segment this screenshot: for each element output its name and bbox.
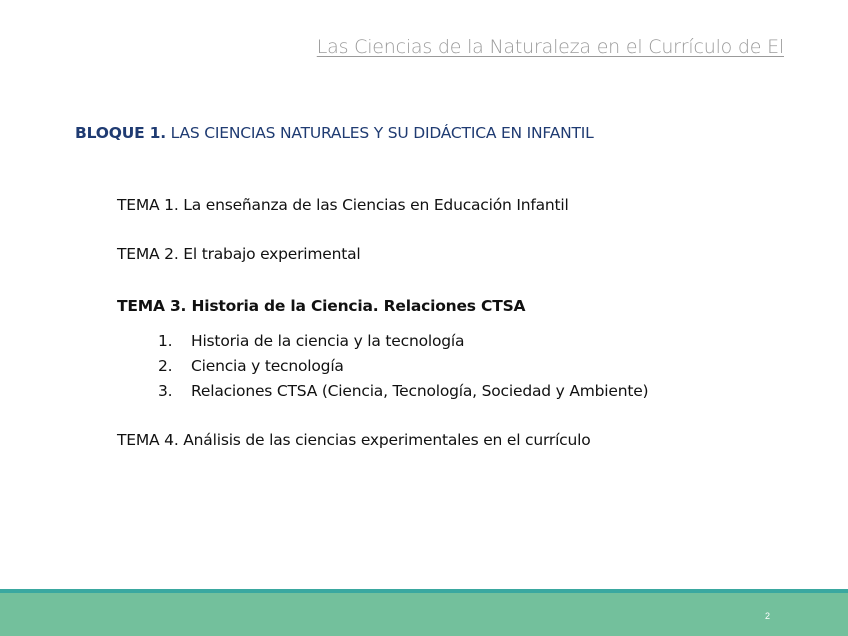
tema-4: TEMA 4. Análisis de las ciencias experimentales en el currículo — [117, 431, 591, 449]
list-item-text: Ciencia y tecnología — [191, 357, 344, 375]
footer-bar — [0, 593, 848, 636]
tema-2: TEMA 2. El trabajo experimental — [117, 245, 361, 263]
page-number: 2 — [764, 611, 770, 621]
tema-3: TEMA 3. Historia de la Ciencia. Relaciones CTSA — [117, 297, 526, 315]
tema-1: TEMA 1. La enseñanza de las Ciencias en Educación Infantil — [117, 196, 569, 214]
list-item-text: Relaciones CTSA (Ciencia, Tecnología, Sociedad y Ambiente) — [191, 382, 649, 400]
list-item — [158, 379, 648, 404]
list-item-number: 1. — [158, 332, 173, 350]
tema-3-subitems — [158, 329, 648, 404]
list-item — [158, 354, 648, 379]
header-title: Las Ciencias de la Naturaleza en el Currículo de El — [316, 36, 784, 58]
bloque-title: LAS CIENCIAS NATURALES Y SU DIDÁCTICA EN INFANTIL — [170, 124, 594, 142]
list-item — [158, 329, 648, 354]
list-item-text: Historia de la ciencia y la tecnología — [191, 332, 465, 350]
list-item-number: 2. — [158, 357, 173, 375]
bloque-heading — [75, 124, 594, 142]
bloque-prefix: BLOQUE 1. — [75, 124, 166, 142]
list-item-number: 3. — [158, 382, 173, 400]
